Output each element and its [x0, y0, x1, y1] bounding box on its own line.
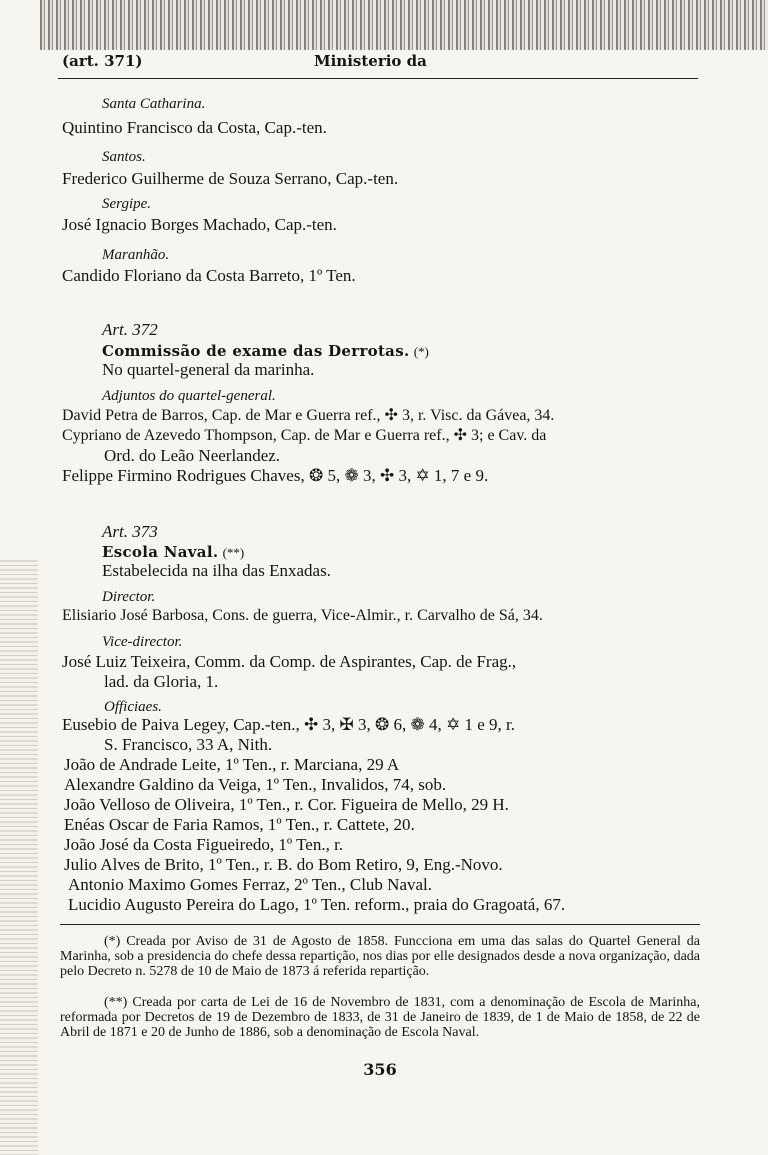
- scan-edge-left: [0, 560, 38, 1155]
- personnel-entry: Antonio Maximo Gomes Ferraz, 2º Ten., Club Naval.: [68, 875, 433, 894]
- subsection-heading: Officiaes.: [104, 699, 162, 715]
- header-title: Ministerio da: [314, 52, 427, 70]
- footnote: (*) Creada por Aviso de 31 de Agosto de 1858. Funcciona em uma das salas do Quartel General da Marinha, sob a presidencia do chefe dessa repartição, nos dias por elle designados desde a nova organização, dada pelo Decreto n. 5278 de 10 de Maio de 1873 á referida repartição.: [60, 934, 700, 979]
- personnel-entry: Elisiario José Barbosa, Cons. de guerra, Vice-Almir., r. Carvalho de Sá, 34.: [62, 607, 543, 624]
- header-rule: [58, 78, 698, 79]
- personnel-entry: Eusebio de Paiva Legey, Cap.-ten., ✣ 3, ✠ 3, ❂ 6, ❁ 4, ✡ 1 e 9, r.: [62, 715, 516, 734]
- article-title: Commissão de exame das Derrotas.: [102, 342, 410, 360]
- header-article-ref: (art. 371): [62, 52, 143, 70]
- personnel-entry: José Ignacio Borges Machado, Cap.-ten.: [62, 215, 337, 234]
- place-heading: Santa Catharina.: [102, 96, 206, 112]
- subsection-heading: Vice-director.: [102, 634, 183, 650]
- place-heading: Santos.: [102, 149, 146, 165]
- article-label: Art. 372: [102, 320, 158, 339]
- footnote: (**) Creada por carta de Lei de 16 de Novembro de 1831, com a denominação de Escola de Marinha, reformada por Decretos de 19 de Dezembro de 1833, de 31 de Janeiro de 1839, de 1 de Maio de 1858, de 22 de Abril de 1871 e 20 de Junho de 1886, sob a denominação de Escola Naval.: [60, 995, 700, 1040]
- article-location: Estabelecida na ilha das Enxadas.: [102, 561, 331, 580]
- running-header: [62, 52, 702, 76]
- personnel-entry: David Petra de Barros, Cap. de Mar e Guerra ref., ✣ 3, r. Visc. da Gávea, 34.: [62, 407, 555, 424]
- personnel-entry: Alexandre Galdino da Veiga, 1º Ten., Invalidos, 74, sob.: [64, 775, 447, 794]
- footnote-rule: [60, 924, 700, 925]
- subsection-heading: Adjuntos do quartel-general.: [102, 388, 276, 404]
- place-heading: Maranhão.: [102, 247, 170, 263]
- personnel-entry: Lucidio Augusto Pereira do Lago, 1º Ten. reform., praia do Gragoatá, 67.: [68, 895, 566, 914]
- scan-edge-top: [40, 0, 768, 50]
- personnel-entry-continuation: lad. da Gloria, 1.: [104, 672, 219, 691]
- personnel-entry: João José da Costa Figueiredo, 1º Ten., r.: [64, 835, 344, 854]
- subsection-heading: Director.: [102, 589, 156, 605]
- personnel-entry: João Velloso de Oliveira, 1º Ten., r. Cor. Figueira de Mello, 29 H.: [64, 795, 509, 814]
- article-label: Art. 373: [102, 522, 158, 541]
- personnel-entry: Candido Floriano da Costa Barreto, 1º Ten.: [62, 266, 356, 285]
- personnel-entry: Frederico Guilherme de Souza Serrano, Cap.-ten.: [62, 169, 399, 188]
- personnel-entry: Felippe Firmino Rodrigues Chaves, ❂ 5, ❁ 3, ✣ 3, ✡ 1, 7 e 9.: [62, 466, 489, 485]
- article-title-line: [102, 542, 244, 563]
- personnel-entry: Cypriano de Azevedo Thompson, Cap. de Mar e Guerra ref., ✣ 3; e Cav. da: [62, 427, 547, 444]
- article-title: Escola Naval.: [102, 543, 219, 561]
- article-title-line: [102, 341, 429, 362]
- personnel-entry: José Luiz Teixeira, Comm. da Comp. de Aspirantes, Cap. de Frag.,: [62, 652, 517, 671]
- personnel-entry: Quintino Francisco da Costa, Cap.-ten.: [62, 118, 327, 137]
- article-location: No quartel-general da marinha.: [102, 360, 315, 379]
- place-heading: Sergipe.: [102, 196, 152, 212]
- personnel-entry: Enéas Oscar de Faria Ramos, 1º Ten., r. Cattete, 20.: [64, 815, 415, 834]
- personnel-entry-continuation: Ord. do Leão Neerlandez.: [104, 446, 281, 465]
- footnote-marker: (**): [222, 545, 245, 560]
- footnote-marker: (*): [413, 344, 429, 359]
- personnel-entry: Julio Alves de Brito, 1º Ten., r. B. do Bom Retiro, 9, Eng.-Novo.: [64, 855, 503, 874]
- personnel-entry-continuation: S. Francisco, 33 A, Nith.: [104, 735, 273, 754]
- personnel-entry: João de Andrade Leite, 1º Ten., r. Marciana, 29 A: [64, 755, 400, 774]
- page-number: 356: [363, 1060, 397, 1079]
